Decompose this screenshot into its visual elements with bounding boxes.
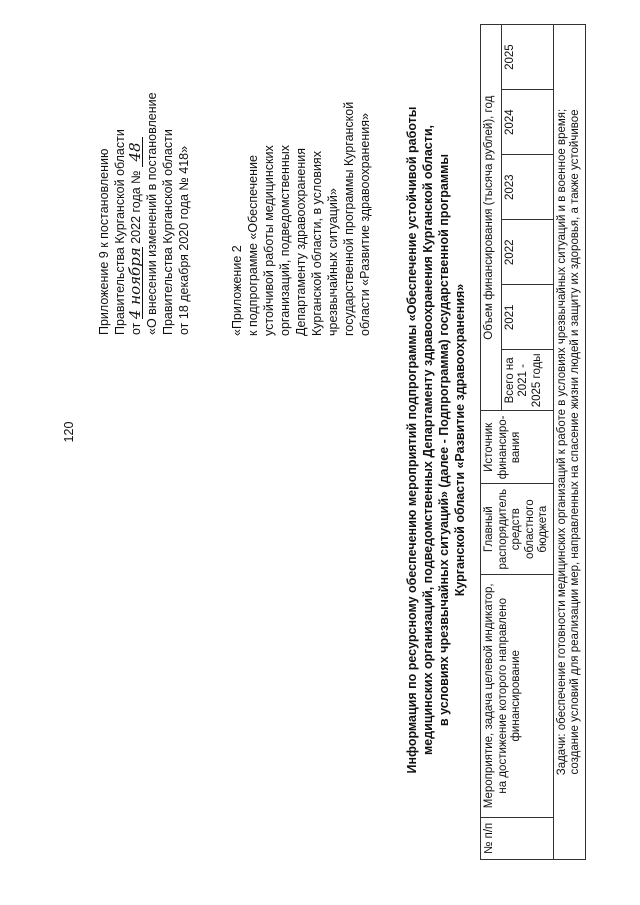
title-line: Информация по ресурсному обеспечению мероприятий подпрограммы «Обеспечение устойчивой работы	[405, 106, 419, 774]
page-number: 120	[62, 421, 76, 443]
col-header-source: Источник финансиро-вания	[481, 411, 554, 484]
appendix2-line: организаций, подведомственных	[278, 144, 292, 336]
funding-table	[480, 24, 586, 860]
col-header-grbs: Главный распорядитель средств областного бюджета	[481, 484, 554, 575]
col-header-volume: Объем финансирования (тысяча рублей), год	[481, 25, 502, 411]
col-header-no: № п/п	[481, 817, 554, 859]
task-line: создание условий для реализации мер, направленных на спасение жизни людей и защиту их здоровья, а также устойчивое	[569, 109, 581, 775]
handwritten-number: 48	[129, 137, 143, 167]
date-prefix: от	[129, 322, 143, 335]
appendix2-line: устойчивой работы медицинских	[262, 145, 276, 336]
col-header-year: 2023	[501, 155, 553, 220]
task-cell	[553, 25, 585, 860]
appendix9-line2: Правительства Курганской области	[113, 129, 127, 335]
date-suffix: 2022 года №	[129, 170, 143, 244]
appendix2-line: Департаменту здравоохранения	[294, 148, 308, 336]
handwritten-date: 4 ноября	[126, 247, 144, 320]
appendix9-line5: Правительства Курганской области	[161, 129, 175, 335]
appendix2-line: государственной программы Курганской	[342, 101, 356, 336]
title-line: Курганской области «Развитие здравоохранения»	[453, 283, 467, 597]
appendix-9-header	[96, 15, 192, 335]
task-line: Задачи: обеспечение готовности медицинских организаций к работе в условиях чрезвычайных ситуаций и в военное время;	[555, 108, 568, 776]
col-header-event: Мероприятие, задача целевой индикатор, на достижение которого направлено финансирование	[481, 574, 554, 817]
appendix-2-header	[229, 16, 373, 336]
appendix9-date-line	[128, 15, 144, 335]
col-header-year: 2024	[501, 90, 553, 155]
title-line: медицинских организаций, подведомственных Департаменту здравоохранения Курганской области,	[421, 124, 435, 756]
col-header-year: 2025	[501, 25, 553, 90]
appendix9-line4: «О внесении изменений в постановление	[145, 92, 159, 335]
appendix2-line: Курганской области, в условиях	[310, 151, 324, 336]
col-header-year: 2021	[501, 285, 553, 350]
table-header-row	[481, 25, 502, 860]
document-title	[404, 35, 468, 845]
appendix2-line: к подпрограмме «Обеспечение	[246, 155, 260, 336]
title-line: в условиях чрезвычайных ситуаций» (далее - Подпрограмма) государственной программы	[437, 153, 451, 727]
col-header-year: 2022	[501, 220, 553, 285]
appendix9-line6: от 18 декабря 2020 года № 418»	[177, 145, 191, 335]
appendix2-line: чрезвычайных ситуаций»	[326, 188, 340, 336]
appendix9-line1: Приложение 9 к постановлению	[97, 148, 111, 335]
col-header-total: Всего на 2021 - 2025 годы	[501, 350, 553, 411]
appendix2-line: «Приложение 2	[230, 245, 244, 336]
task-row	[553, 25, 585, 860]
appendix2-line: области «Развитие здравоохранения»	[358, 113, 372, 336]
